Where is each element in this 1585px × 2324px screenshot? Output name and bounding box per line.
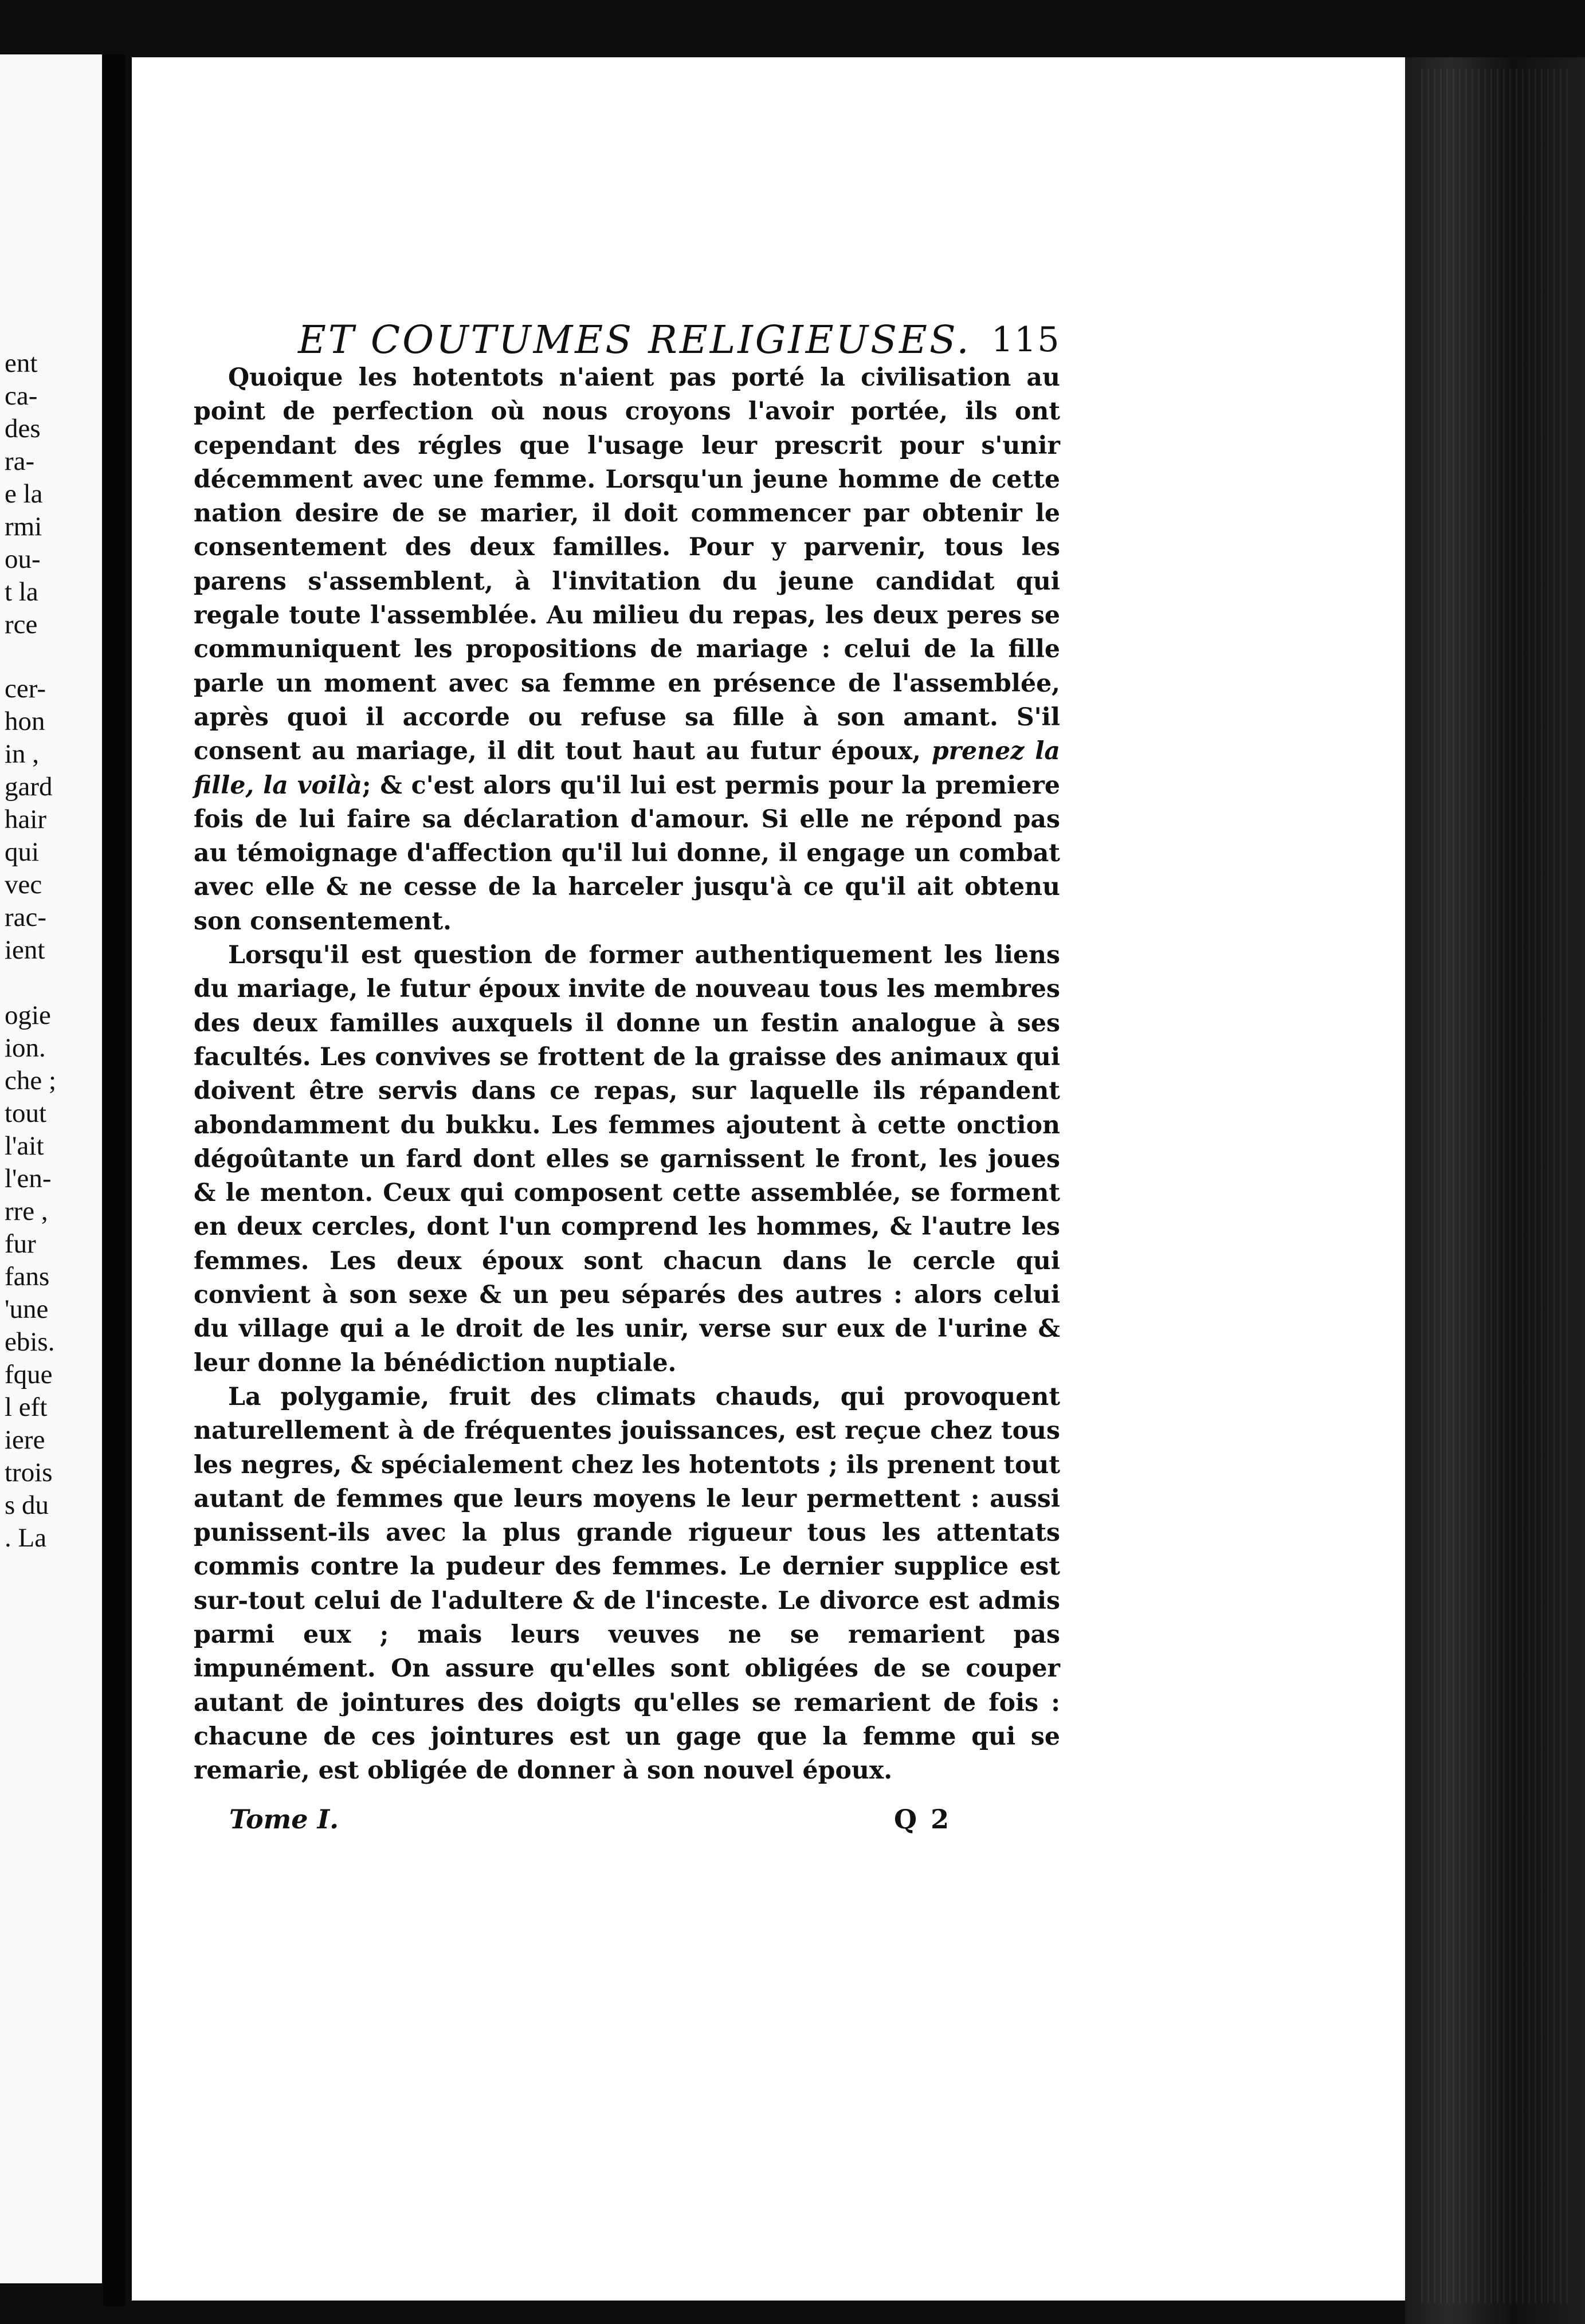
previous-page-fragment: ou- [5,544,41,574]
previous-page-fragment: rac- [5,902,47,932]
previous-page-fragment: hair [5,804,47,834]
previous-page-fragment: iere [5,1425,45,1455]
text-run: ; & c'est alors qu'il lui est permis pour la premiere fois de lui faire sa déclaration d'amour. Si elle ne répond pas au témoignage d'affection qu'il lui donne, il engage un combat avec elle & ne cesse de la harceler jusqu'à ce qu'il ait obtenu son consentement. [194,771,1060,936]
previous-page-fragment: rre , [5,1196,48,1226]
volume-label: Tome I. [229,1804,339,1835]
previous-page-fragment: fque [5,1360,53,1389]
page-footer [229,1804,991,1844]
previous-page-fragment: l'en- [5,1164,52,1194]
previous-page-fragment: ca- [5,381,38,411]
previous-page-fragment: ebis. [5,1327,55,1357]
previous-page-edge [0,54,102,2283]
paragraph [194,361,1060,939]
gutter-shadow [103,54,125,2306]
previous-page-fragment: rmi [5,512,42,541]
previous-page-fragment: in , [5,739,40,769]
previous-page-fragment: hon [5,706,45,736]
page-stack-grain [1421,69,1570,2303]
previous-page-fragment: trois [5,1458,53,1487]
previous-page-fragment: . La [5,1523,47,1553]
running-head: ET COUTUMES RELIGIEUSES. [298,317,971,362]
previous-page-fragment: e la [5,479,43,509]
paragraph [194,1380,1060,1788]
previous-page-fragment: ra- [5,446,35,476]
previous-page-fragment: fans [5,1262,50,1291]
previous-page-fragment: l'ait [5,1131,44,1161]
previous-page-fragment: des [5,414,41,443]
page-number: 115 [991,320,1061,360]
previous-page-fragment: vec [5,870,42,900]
previous-page-fragment: ogie [5,1000,51,1030]
previous-page-fragment: s du [5,1490,49,1520]
signature-mark: Q 2 [894,1804,952,1835]
body-text [194,361,1060,1788]
previous-page-fragment: ion. [5,1033,46,1063]
previous-page-fragment: 'une [5,1294,49,1324]
previous-page-fragment: fur [5,1229,36,1259]
previous-page-fragment: qui [5,837,40,867]
text-run: La polygamie, fruit des climats chauds, qui provoquent naturellement à de fréquentes jouissances, est reçue chez tous les negres, & spécialement chez les hotentots ; ils prenent tout autant de femmes que leurs moyens le leur permettent : aussi punissent-ils avec la plus grande rigueur tous les attentats commis contre la pudeur des femmes. Le dernier supplice est sur-tout celui de l'adultere & de l'inceste. Le divorce est admis parmi eux ; mais leurs veuves ne se remarient pas impunément. On assure qu'elles sont obligées de se couper autant de jointures des doigts qu'elles se remarient de fois : chacune de ces jointures est un gage que la femme qui se remarie, est obligée de donner à son nouvel époux. [194,1382,1060,1785]
italic-quote: prenez la fille, la voilà [194,737,1061,800]
previous-page-fragment: l eft [5,1392,48,1422]
previous-page-fragment: ient [5,935,45,965]
previous-page-fragment: t la [5,577,38,607]
previous-page-fragment: tout [5,1098,47,1128]
previous-page-fragment: cer- [5,674,46,704]
text-run: Quoique les hotentots n'aient pas porté la civilisation au point de perfection où nous croyons l'avoir portée, ils ont cependant des régles que l'usage leur prescrit pour s'unir décemment avec une femme. Lorsqu'un jeune homme de cette nation desire de se marier, il doit commencer par obtenir le consentement des deux familles. Pour y parvenir, tous les parens s'assemblent, à l'invitation du jeune candidat qui regale toute l'assemblée. Au milieu du repas, les deux peres se communiquent les propositions de mariage : celui de la fille parle un moment avec sa femme en présence de l'assemblée, après quoi il accorde ou refuse sa fille à son amant. S'il consent au mariage, il dit tout haut au futur époux, [194,363,1060,766]
previous-page-fragment: rce [5,610,38,639]
previous-page-fragment: che ; [5,1066,57,1096]
previous-page-fragment: gard [5,772,53,802]
previous-page-fragment: ent [5,348,38,378]
paragraph [194,939,1060,1380]
text-run: Lorsqu'il est question de former authentiquement les liens du mariage, le futur époux invite de nouveau tous les membres des deux familles auxquels il donne un festin analogue à ses facultés. Les convives se frottent de la graisse des animaux qui doivent être servis dans ce repas, sur laquelle ils répandent abondamment du bukku. Les femmes ajoutent à cette onction dégoûtante un fard dont elles se garnissent le front, les joues & le menton. Ceux qui composent cette assemblée, se forment en deux cercles, dont l'un comprend les hommes, & l'autre les femmes. Les deux époux sont chacun dans le cercle qui convient à son sexe & un peu séparés des autres : alors celui du village qui a le droit de les unir, verse sur eux de l'urine & leur donne la bénédiction nuptiale. [194,941,1060,1377]
